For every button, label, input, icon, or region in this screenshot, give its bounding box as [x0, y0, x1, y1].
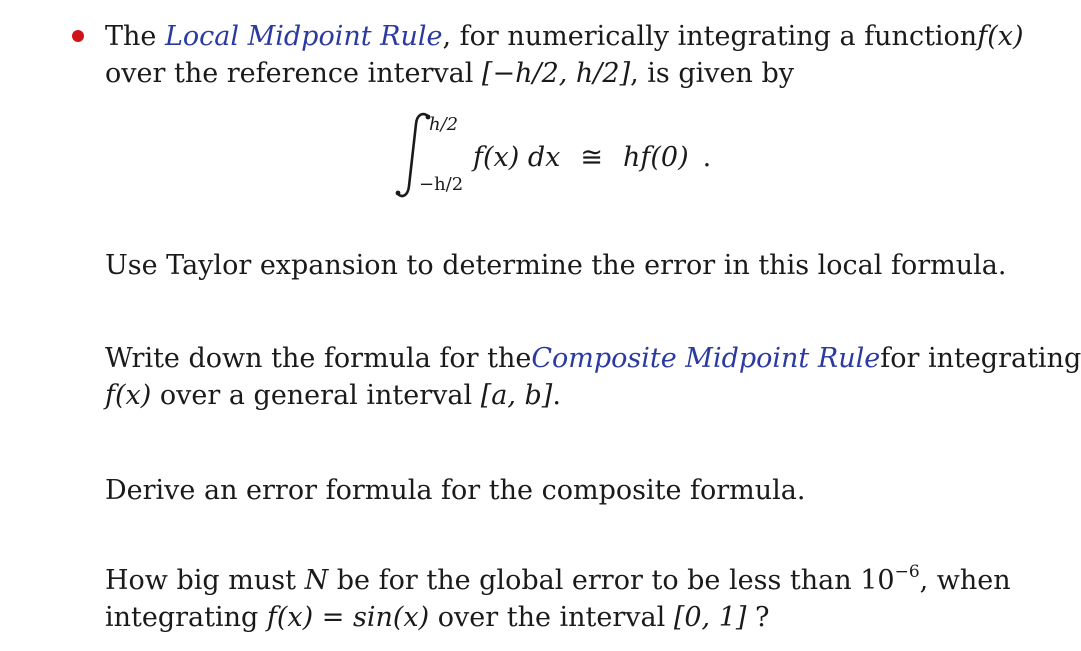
- math-interval: [−h/2, h/2]: [481, 58, 631, 89]
- math-function: f(x): [977, 21, 1024, 52]
- text-run: [105, 18, 977, 55]
- approx-symbol: ≅: [580, 142, 604, 173]
- question-global-error: [105, 562, 1015, 636]
- text-segment: , for numerically integrating a function: [442, 21, 978, 52]
- text-segment: over the interval: [429, 602, 674, 633]
- text-segment: be for the global error to be less than: [328, 565, 861, 596]
- text-segment: , when: [919, 565, 1011, 596]
- question-line: [105, 340, 1081, 377]
- text-segment: Write down the formula for the: [105, 343, 532, 374]
- text-segment: over a general interval: [151, 380, 481, 411]
- bullet-icon: [72, 30, 84, 42]
- equation-end: .: [702, 142, 712, 173]
- math-number: 10: [860, 565, 895, 596]
- text-segment: over the reference interval: [105, 58, 482, 89]
- equation-body: [473, 142, 711, 173]
- question-line: [105, 599, 1015, 636]
- text-segment: .: [552, 380, 561, 411]
- math-function: f(x) = sin(x): [266, 602, 430, 633]
- text-segment: The: [105, 21, 165, 52]
- text-segment: integrating: [105, 602, 267, 633]
- question-composite-error: Derive an error formula for the composite formula.: [105, 475, 806, 506]
- term-composite-midpoint-rule: Composite Midpoint Rule: [531, 343, 881, 374]
- question-line: [105, 562, 1015, 599]
- math-variable-n: N: [304, 565, 329, 596]
- question-line: [105, 55, 1015, 92]
- text-segment: for integrating: [880, 343, 1081, 374]
- term-local-midpoint-rule: Local Midpoint Rule: [164, 21, 443, 52]
- math-function: f(x): [105, 380, 152, 411]
- upper-limit: h/2: [429, 114, 459, 135]
- question-taylor: Use Taylor expansion to determine the error in this local formula.: [105, 250, 1007, 281]
- text-run: [105, 562, 1011, 599]
- equation-rhs: hf(0): [623, 142, 689, 173]
- question-composite-formula: [105, 340, 1081, 414]
- text-segment: ?: [746, 602, 770, 633]
- integrand: f(x) dx: [473, 142, 561, 173]
- math-interval: [a, b]: [480, 380, 553, 411]
- display-equation: [395, 110, 755, 200]
- math-interval: [0, 1]: [673, 602, 747, 633]
- question-line: [105, 18, 1024, 55]
- text-segment: How big must: [105, 565, 305, 596]
- math-exponent: −6: [894, 562, 920, 582]
- lower-limit: −h/2: [419, 174, 464, 195]
- question-line: [105, 377, 1015, 414]
- text-segment: , is given by: [630, 58, 795, 89]
- question-local-midpoint: [105, 18, 1024, 92]
